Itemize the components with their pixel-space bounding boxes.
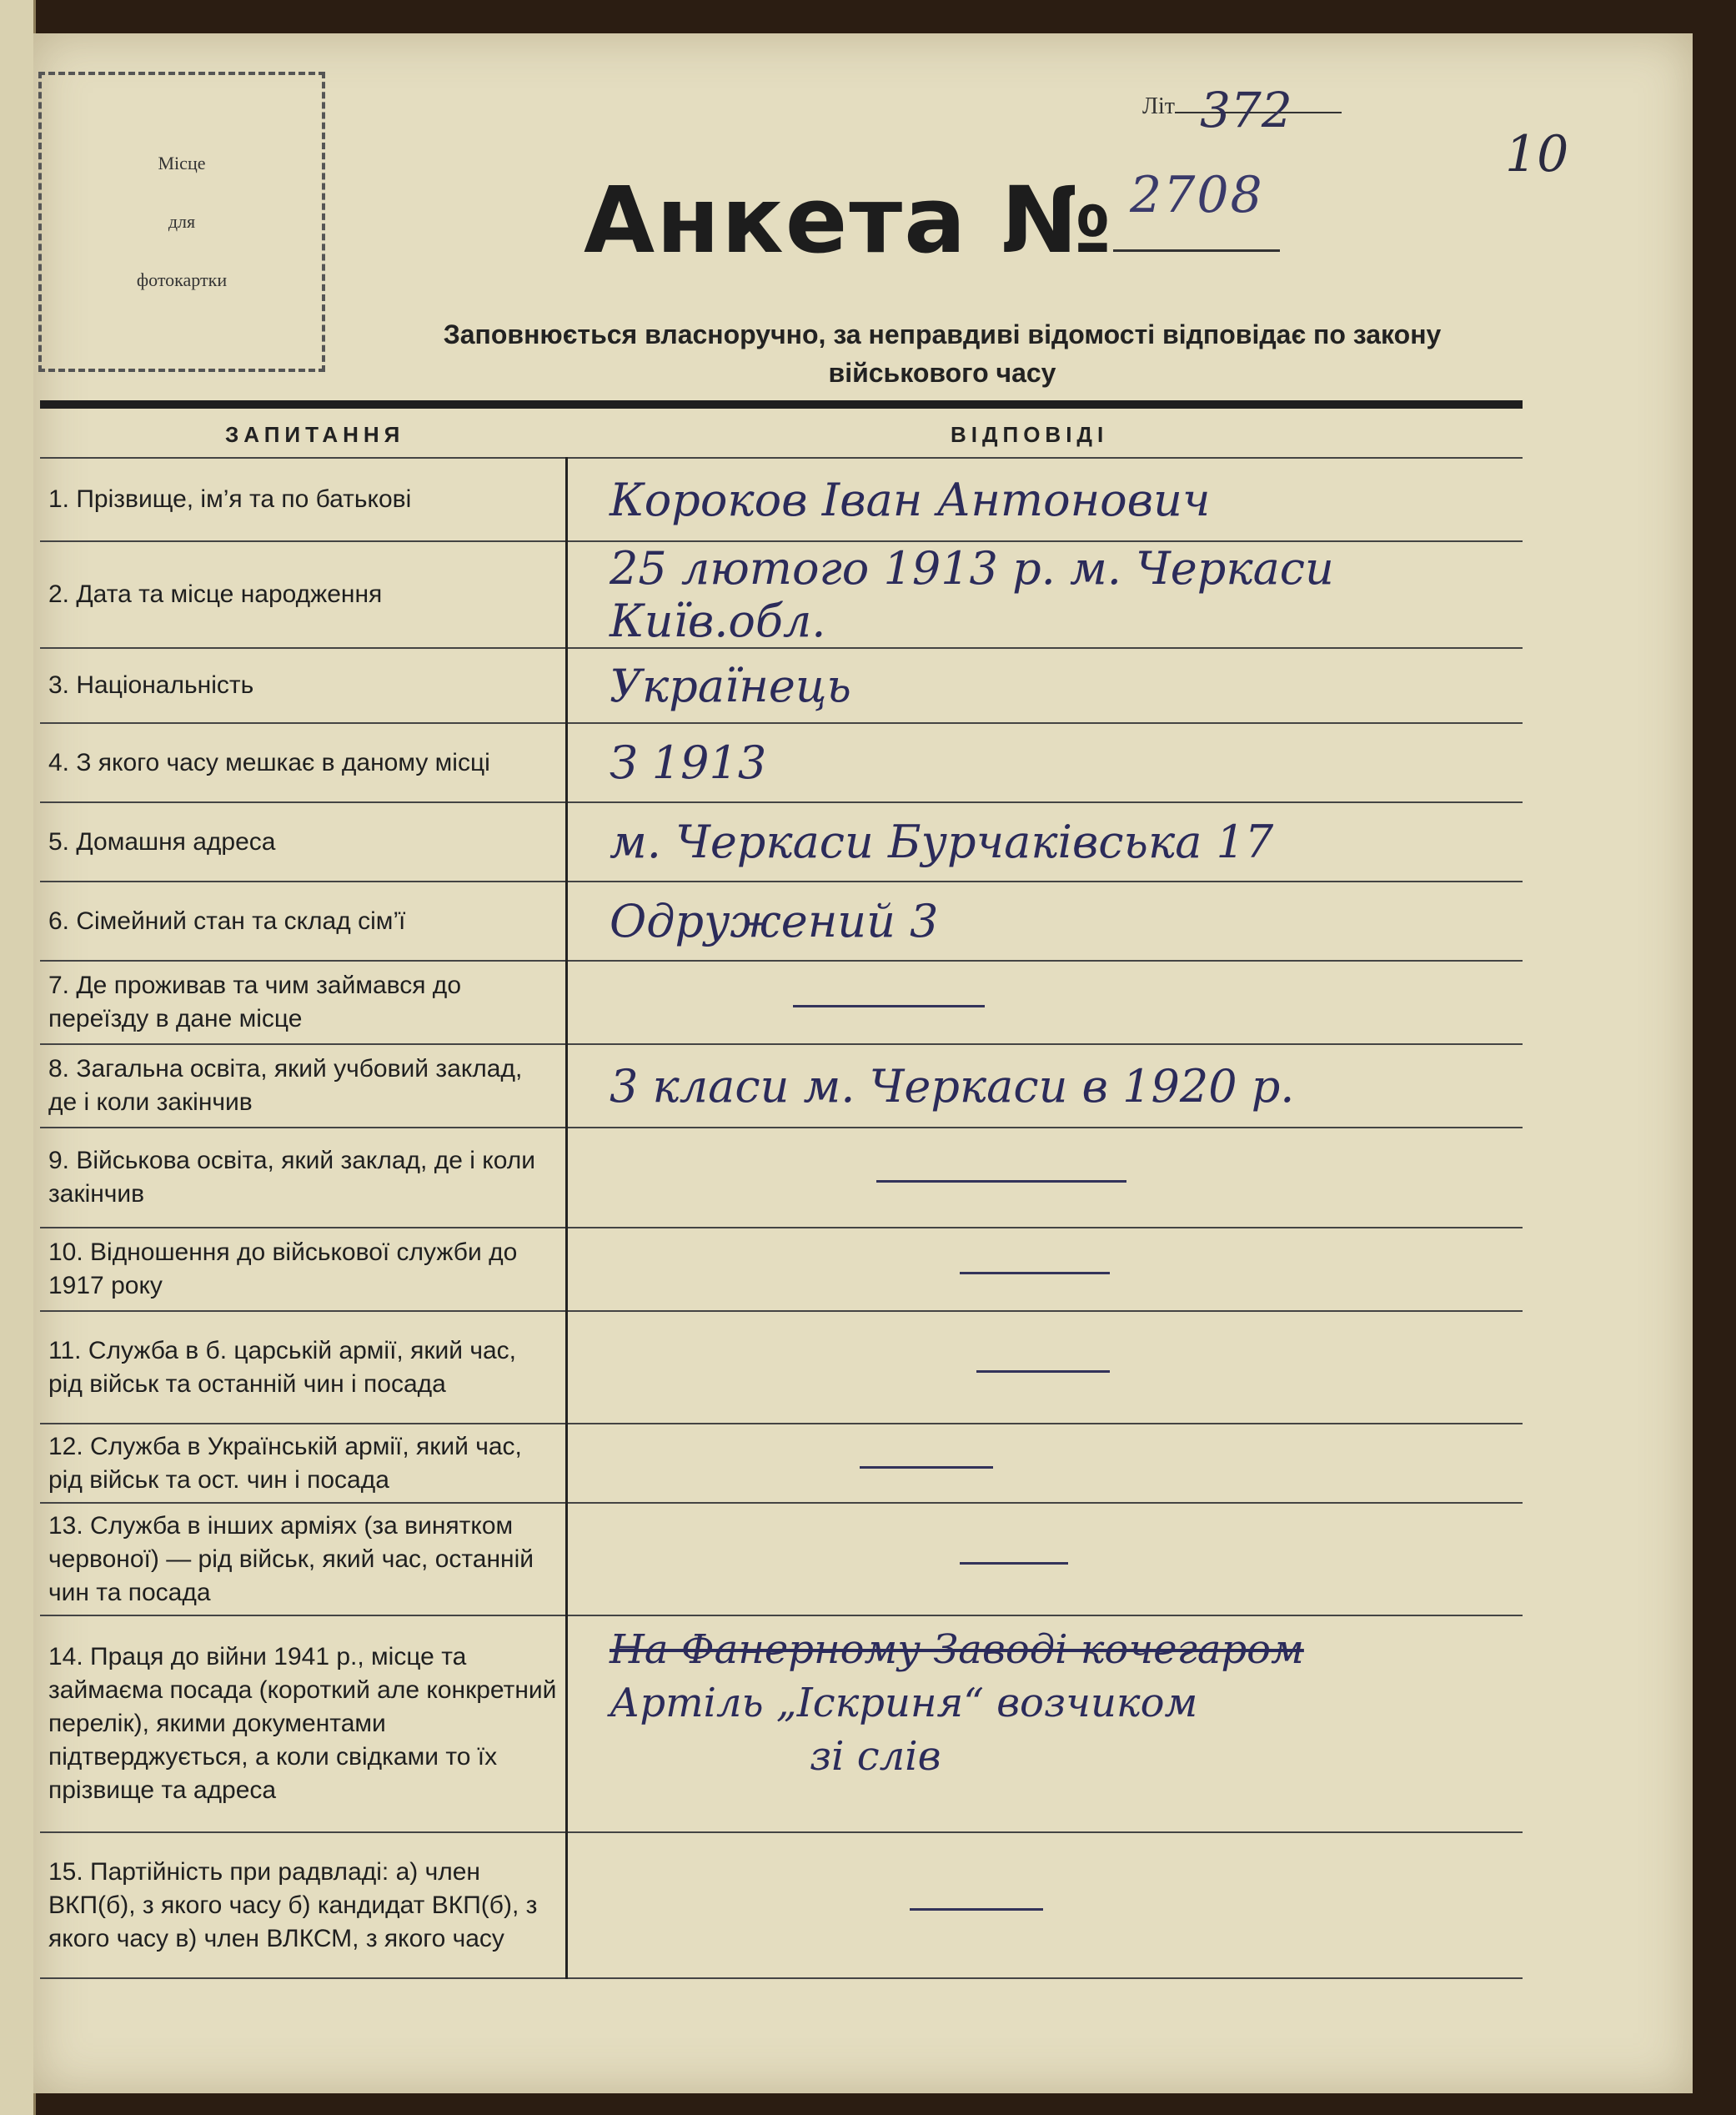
question-cell: 5. Домашня адреса (40, 802, 567, 882)
answer-cell: м. Черкаси Бурчаківська 17 (567, 802, 1523, 882)
answer-cell (567, 1615, 1523, 1832)
lit-value: 372 (1200, 82, 1292, 138)
answer-cell: Короков Іван Антонович (567, 458, 1523, 541)
table-row (40, 1228, 1523, 1311)
title-text: Анкета № (584, 167, 1114, 274)
question-cell: 6. Сімейний стан та склад сім’ї (40, 882, 567, 961)
form-subtitle: Заповнюється власноручно, за неправдиві відомості відповідає по закону військового часу (443, 319, 1442, 388)
form-title (584, 167, 1280, 274)
table-row (40, 458, 1523, 541)
photo-label-2: для (168, 211, 196, 232)
table-row (40, 802, 1523, 882)
title-number: 2708 (1130, 166, 1264, 224)
answer-cell (567, 1832, 1523, 1978)
answer-cell: 3 класи м. Черкаси в 1920 р. (567, 1044, 1523, 1128)
answer-cell: З 1913 (567, 723, 1523, 802)
answer-cell: Українець (567, 648, 1523, 723)
answer-line-2: зі слів (810, 1733, 941, 1780)
struck-answer: На Фанерному Заводі кочегаром (610, 1626, 1304, 1673)
empty-dash (960, 1272, 1110, 1274)
table-row (40, 1128, 1523, 1228)
photo-placeholder (38, 72, 325, 372)
answer-cell (567, 1311, 1523, 1424)
question-cell: 9. Військова освіта, який заклад, де і коли закінчив (40, 1128, 567, 1228)
table-row (40, 882, 1523, 961)
empty-dash (793, 1005, 985, 1007)
answer-cell (567, 1424, 1523, 1503)
table-row (40, 541, 1523, 648)
question-cell: 8. Загальна освіта, який учбовий заклад, де і коли закінчив (40, 1044, 567, 1128)
empty-dash (976, 1370, 1110, 1373)
answer-cell (567, 1228, 1523, 1311)
question-cell: 10. Відношення до військової служби до 1917 року (40, 1228, 567, 1311)
table-row (40, 1503, 1523, 1615)
table-row (40, 648, 1523, 723)
table-row (40, 1832, 1523, 1978)
question-cell: 4. З якого часу мешкає в даному місці (40, 723, 567, 802)
question-cell: 7. Де проживав та чим займався до переїзду в дане місце (40, 961, 567, 1044)
table-row (40, 1044, 1523, 1128)
lit-field (1142, 82, 1342, 138)
empty-dash (910, 1908, 1043, 1911)
empty-dash (860, 1466, 993, 1469)
answer-cell (567, 961, 1523, 1044)
questionnaire-table (40, 457, 1523, 1979)
question-cell: 3. Національність (40, 648, 567, 723)
questions-header: ЗАПИТАННЯ (225, 422, 405, 447)
answers-header: ВІДПОВІДІ (951, 422, 1109, 447)
answer-cell (567, 1128, 1523, 1228)
lit-line (1175, 82, 1342, 138)
corner-number: 10 (1505, 125, 1569, 183)
header-rule (40, 400, 1523, 409)
table-row (40, 961, 1523, 1044)
question-cell: 1. Прізвище, ім’я та по батькові (40, 458, 567, 541)
table-row (40, 723, 1523, 802)
table-row (40, 1615, 1523, 1832)
table-row (40, 1311, 1523, 1424)
photo-label-3: фотокартки (136, 269, 228, 290)
answer-cell (567, 1503, 1523, 1615)
question-cell: 14. Праця до війни 1941 р., місце та займаєма посада (короткий але конкретний перелік), якими документами підтверджується, а коли свідками то їх прізвище та адреса (40, 1615, 567, 1832)
answer-cell: Одружений 3 (567, 882, 1523, 961)
lit-label: Літ (1142, 93, 1176, 119)
answer-cell: 25 лютого 1913 р. м. Черкаси Київ.обл. (567, 541, 1523, 648)
table-row (40, 1424, 1523, 1503)
empty-dash (876, 1180, 1126, 1183)
photo-label-1: Місце (158, 153, 206, 173)
question-cell: 12. Служба в Українській армії, який час, рід військ та ост. чин і посада (40, 1424, 567, 1503)
left-page-edge (0, 0, 36, 2115)
question-cell: 11. Служба в б. царській армії, який час, рід військ та останній чин і посада (40, 1311, 567, 1424)
question-cell: 2. Дата та місце народження (40, 541, 567, 648)
question-cell: 15. Партійність при радвладі: а) член ВКП(б), з якого часу б) кандидат ВКП(б), з якого часу в) член ВЛКСМ, з якого часу (40, 1832, 567, 1978)
empty-dash (960, 1562, 1068, 1565)
question-cell: 13. Служба в інших арміях (за винятком червоної) — рід військ, який час, останній чин та посада (40, 1503, 567, 1615)
title-number-line (1113, 166, 1280, 252)
answer-line-1: Артіль „Іскриня“ возчиком (610, 1680, 1198, 1726)
